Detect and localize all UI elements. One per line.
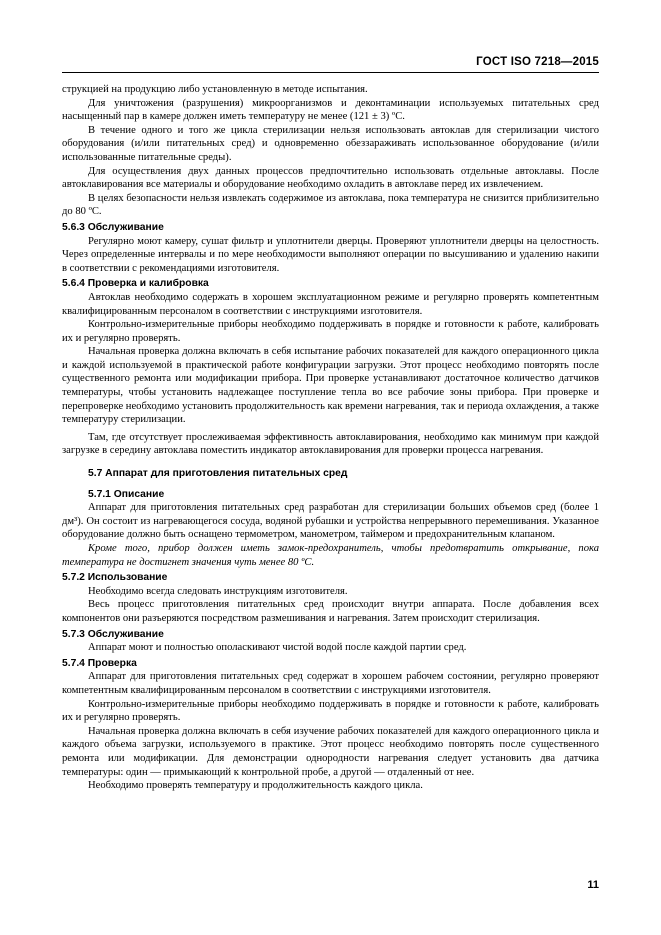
paragraph: Весь процесс приготовления питательных сред происходит внутри аппарата. После добавления всех компонентов они разъеряются посредством размешивания и нагревания. Затем происходит стерилизация. [62,599,599,624]
paragraph: Аппарат моют и полностью ополаскивают чистой водой после каждой партии сред. [88,642,467,654]
section-heading-5-7: 5.7 Аппарат для приготовления питательных сред [88,468,348,480]
paragraph: Для уничтожения (разрушения) микроорганизмов и деконтаминации используемых питательных сред насыщенный пар в камере должен иметь температуру не менее (121 ± 3) ºС. [62,97,599,123]
paragraph: Аппарат для приготовления питательных сред разработан для стерилизации больших объемов сред (более 1 дм³). Он состоит из нагревающегося сосуда, водяной рубашки и устройства непрерывного перемешивания. Указанное оборудование должно быть оснащено термометром, манометром, таймером и предохранительным клапаном. [62,502,599,541]
paragraph: Регулярно моют камеру, сушат фильтр и уплотнители дверцы. Проверяют уплотнители дверцы на целостность. Через определенные интервалы и по мере необходимости выполняют операции по высушиванию и удалению накипи в соответствии с рекомендациями изготовителя. [62,235,599,274]
document-body [62,83,599,793]
paragraph-continuation: струкцией на продукцию либо установленную в методе испытания. [62,84,368,95]
paragraph: Для осуществления двух данных процессов предпочтительно использовать отдельные автоклавы. После автоклавирования все материалы и оборудование необходимо охладить в автоклаве перед их извлечением. [62,165,599,191]
paragraph: Контрольно-измерительные приборы необходимо поддерживать в порядке и готовности к работе, калибровать их и регулярно проверять. [62,698,599,724]
section-heading-5-6-3: 5.6.3 Обслуживание [62,221,164,233]
page-header: ГОСТ ISO 7218—2015 [62,56,599,73]
section-heading-5-6-4: 5.6.4 Проверка и калибровка [62,278,209,290]
paragraph: В целях безопасности нельзя извлекать содержимое из автоклава, пока температура не снизится приблизительно до 80 ºС. [62,192,599,218]
paragraph: Там, где отсутствует прослеживаемая эффективность автоклавирования, необходимо как минимум при каждой загрузке в середину автоклава поместить индикатор автоклавирования для проверки процесса нагревания. [62,431,599,457]
paragraph: Необходимо проверять температуру и продолжительность каждого цикла. [88,780,423,792]
paragraph: Автоклав необходимо содержать в хорошем эксплуатационном режиме и регулярно проверять компетентным квалифицированным персоналом в соответствии с инструкциями изготовителя. [62,291,599,317]
section-heading-5-7-4: 5.7.4 Проверка [62,657,137,669]
paragraph-italic: Кроме того, прибор должен иметь замок-предохранитель, чтобы предотвратить открывание, пока температура не достигнет значения чуть менее 80 ºС. [62,543,599,568]
paragraph: Аппарат для приготовления питательных сред содержат в хорошем рабочем состоянии, регулярно проверяют компетентным квалифицированным персоналом в соответствии с инструкциями изготовителя. [62,671,599,696]
page-number: 11 [587,879,599,891]
paragraph: Начальная проверка должна включать в себя изучение рабочих показателей для каждого операционного цикла и каждого объема загрузки, используемого в практике. Этот процесс необходимо повторять после существенного ремонта или модификации. Для демонстрации однородности нагревания следует установить два датчика температуры: один — примыкающий к контрольной пробе, а другой — отдаленный от нее. [62,725,599,778]
paragraph: Необходимо всегда следовать инструкциям изготовителя. [88,585,348,597]
paragraph: В течение одного и того же цикла стерилизации нельзя использовать автоклав для стерилизации чистого оборудования (и/или питательных сред) и одновременно обеззараживать использованное оборудование (и/или использованные питательные среды). [62,124,599,163]
section-heading-5-7-2: 5.7.2 Использование [62,572,168,584]
paragraph: Контрольно-измерительные приборы необходимо поддерживать в порядке и готовности к работе, калибровать их и регулярно проверять. [62,319,599,344]
section-heading-5-7-1: 5.7.1 Описание [88,488,165,500]
paragraph: Начальная проверка должна включать в себя испытание рабочих показателей для каждого операционного цикла и каждой используемой в практической работе конфигурации загрузки. Этот процесс необходимо повторять после существенного ремонта или модификации прибора. При проверке устанавливают достаточное количество датчиков температуры, чтобы установить надлежащее поступление тепла во все рабочие зоны прибора. При проверке и перепроверке необходимо установить продолжительность как времени нагревания, так и периода охлаждения, а также температуру стерилизации. [62,346,599,426]
section-heading-5-7-3: 5.7.3 Обслуживание [62,628,164,640]
